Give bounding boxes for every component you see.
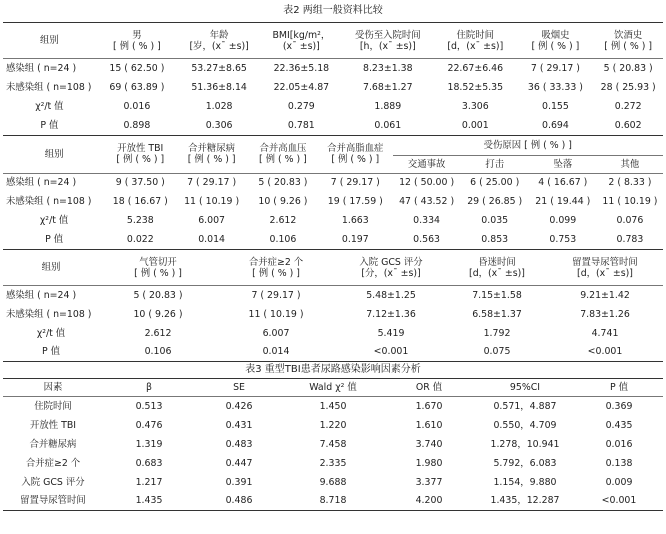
header-cell: 受伤至入院时间 [h，(x¯ ±s)]: [342, 23, 433, 59]
table-cell: 0.016: [605, 438, 633, 450]
table-cell: 0.009: [605, 476, 633, 488]
table-cell: 0.435: [605, 419, 633, 431]
header-cell: 男 [ 例 ( % ) ]: [96, 23, 178, 59]
header-cell: 合并症≥2 个 [ 例 ( % ) ]: [217, 250, 335, 286]
row-label: P 值: [41, 346, 60, 358]
header-cell: 年龄 [岁，(x¯ ±s)]: [178, 23, 260, 59]
table-cell: 10 ( 9.26 ): [133, 308, 183, 320]
table-cell: 7 ( 29.17 ): [251, 289, 301, 301]
table-cell: 0.061: [374, 119, 402, 131]
table-row: [3, 286, 663, 305]
table-cell: 0.369: [605, 400, 633, 412]
table-cell: 2.612: [269, 215, 297, 226]
header-cell: 气管切开 [ 例 ( % ) ]: [99, 250, 217, 286]
table3-caption: 表3 重型TBI患者尿路感染影响因素分析: [245, 364, 421, 375]
table-cell: 9 ( 37.50 ): [115, 177, 165, 189]
header-cell: 吸烟史 [ 例 ( % ) ]: [517, 23, 593, 59]
header-cell: 昏迷时间 [d，(x¯ ±s)]: [447, 250, 547, 286]
table-cell: 5.48±1.25: [366, 289, 416, 301]
table-cell: 19 ( 17.59 ): [327, 196, 383, 207]
table-row: [3, 492, 663, 511]
row-label: 感染组 ( n=24 ): [6, 177, 77, 189]
table-row: [3, 192, 663, 211]
header-cell: 合并高脂血症 [ 例 ( % ) ]: [318, 135, 393, 173]
table-cell: 7 ( 29.17 ): [530, 62, 580, 74]
table-row: [3, 454, 663, 473]
table-cell: 0.076: [616, 215, 644, 226]
table-cell: 5.238: [126, 215, 154, 226]
subheader-cell: 坠落: [529, 155, 597, 173]
table-cell: 11 ( 10.19 ): [248, 308, 304, 320]
table-cell: 7.15±1.58: [472, 289, 522, 301]
table-cell: 5 ( 20.83 ): [603, 62, 653, 74]
row-label: 感染组 ( n=24 ): [6, 62, 77, 74]
table-cell: 6.007: [262, 327, 290, 339]
table-cell: 7.83±1.26: [580, 308, 630, 320]
table-row: [3, 211, 663, 230]
table-cell: 1.220: [319, 419, 347, 431]
table3: [3, 378, 663, 511]
table-cell: 29 ( 26.85 ): [467, 196, 523, 207]
table-row: [3, 78, 663, 97]
table-cell: 0.431: [225, 419, 253, 431]
header-cell: P 值: [575, 379, 663, 397]
table-cell: 51.36±8.14: [191, 81, 247, 93]
table-cell: 28 ( 25.93 ): [600, 81, 656, 93]
table-cell: 0.483: [225, 438, 253, 450]
row-label: P 值: [40, 119, 59, 131]
table-cell: 10 ( 9.26 ): [258, 196, 308, 207]
header-cell: 合并高血压 [ 例 ( % ) ]: [248, 135, 318, 173]
table-cell: 9.688: [319, 476, 347, 488]
table-cell: <0.001: [587, 346, 623, 358]
table-cell: 18.52±5.35: [447, 81, 504, 93]
header-cell: 因素: [3, 379, 103, 397]
header-cell: 合并糖尿病 [ 例 ( % ) ]: [175, 135, 247, 173]
table-cell: 6.58±1.37: [472, 308, 522, 320]
table-cell: 69 ( 63.89 ): [109, 81, 165, 93]
table-cell: 11 ( 10.19 ): [184, 196, 240, 207]
table-cell: 1.435，12.287: [490, 495, 560, 507]
header-cell: 开放性 TBI [ 例 ( % ) ]: [105, 135, 175, 173]
table-cell: 0.099: [549, 215, 577, 226]
row-label: P 值: [45, 234, 64, 245]
table-cell: 5 ( 20.83 ): [258, 177, 308, 189]
table-cell: 0.016: [123, 100, 151, 112]
table-cell: <0.001: [373, 346, 409, 358]
table-cell: 0.550，4.709: [493, 419, 557, 431]
table-row: [3, 343, 663, 362]
row-label: χ²/t 值: [36, 327, 66, 339]
table-cell: 7.68±1.27: [362, 81, 413, 93]
table2-part1: [3, 22, 663, 135]
header-cell: 入院 GCS 评分 [分，(x¯ ±s)]: [335, 250, 447, 286]
header-cell: BMI[kg/m²， (x¯ ±s)]: [260, 23, 342, 59]
row-label: 未感染组 ( n=108 ): [6, 308, 92, 320]
table-cell: 7.12±1.36: [366, 308, 416, 320]
table2-part3: [3, 249, 663, 362]
table-cell: 0.155: [542, 100, 569, 112]
header-cell: OR 值: [383, 379, 475, 397]
header-cell: Wald χ² 值: [283, 379, 383, 397]
table-row: [3, 397, 663, 416]
table-cell: 2 ( 8.33 ): [608, 177, 652, 189]
table-cell: 11 ( 10.19 ): [602, 196, 658, 207]
table-cell: 0.075: [483, 346, 511, 358]
table-cell: 36 ( 33.33 ): [527, 81, 583, 93]
table-row: [3, 173, 663, 192]
table-cell: 4.741: [591, 327, 619, 339]
table-row: [3, 230, 663, 249]
table-cell: 0.334: [413, 215, 441, 226]
table-cell: 0.602: [614, 119, 642, 131]
table-cell: 3.377: [415, 476, 443, 488]
table-cell: 0.391: [225, 476, 253, 488]
table-cell: 0.306: [205, 119, 233, 131]
table-cell: 1.319: [135, 438, 163, 450]
row-label: 住院时间: [34, 400, 72, 412]
table-cell: 53.27±8.65: [191, 62, 247, 74]
table2-part3-header: [3, 250, 663, 286]
table-cell: 21 ( 19.44 ): [535, 196, 591, 207]
row-label: 合并症≥2 个: [25, 457, 81, 469]
table2-part2-header: [3, 135, 663, 155]
table-cell: 0.781: [287, 119, 315, 131]
table-cell: 0.001: [461, 119, 489, 131]
header-cell: 留置导尿管时间 [d，(x¯ ±s)]: [547, 250, 663, 286]
table-row: [3, 324, 663, 343]
table-cell: 3.306: [461, 100, 489, 112]
row-label: 未感染组 ( n=108 ): [6, 81, 92, 93]
table-cell: 1.792: [483, 327, 511, 339]
table-cell: 1.450: [319, 400, 347, 412]
table-cell: 0.279: [287, 100, 315, 112]
table-cell: 1.278，10.941: [490, 438, 560, 450]
table-row: [3, 473, 663, 492]
header-cell: SE: [195, 379, 283, 397]
table-cell: 7 ( 29.17 ): [187, 177, 237, 189]
table-row: [3, 116, 663, 135]
table-cell: 0.683: [135, 457, 163, 469]
table-cell: 22.36±5.18: [273, 62, 330, 74]
table2-part1-header: [3, 23, 663, 59]
row-label: 留置导尿管时间: [20, 495, 86, 507]
table-cell: 0.486: [225, 495, 253, 507]
table-cell: 5.792，6.083: [493, 457, 557, 469]
table2-caption: 表2 两组一般资料比较: [283, 5, 383, 16]
table-cell: 0.138: [605, 457, 633, 469]
table-cell: 0.476: [135, 419, 163, 431]
table-cell: 0.783: [616, 234, 644, 245]
table-cell: 1.435: [135, 495, 163, 507]
table-cell: 0.426: [225, 400, 253, 412]
table-cell: 22.67±6.46: [447, 62, 504, 74]
table-cell: 0.571，4.887: [493, 400, 557, 412]
header-cell: 组别: [3, 250, 99, 286]
table-cell: 8.718: [319, 495, 347, 507]
subheader-cell: 交通事故: [393, 155, 461, 173]
table-cell: 2.612: [144, 327, 172, 339]
table-cell: 15 ( 62.50 ): [109, 62, 165, 74]
header-cell: 住院时间 [d，(x¯ ±s)]: [433, 23, 517, 59]
table-cell: 4 ( 16.67 ): [538, 177, 588, 189]
header-cell: 95%CI: [475, 379, 575, 397]
row-label: 感染组 ( n=24 ): [6, 289, 77, 301]
table-cell: 1.670: [415, 400, 443, 412]
table-row: [3, 59, 663, 78]
row-label: 开放性 TBI: [29, 419, 77, 431]
header-cell: 组别: [3, 23, 96, 59]
row-label: χ²/t 值: [35, 100, 64, 112]
table-cell: 7 ( 29.17 ): [330, 177, 380, 189]
table-cell: 0.853: [481, 234, 509, 245]
table-cell: 0.197: [341, 234, 369, 245]
row-label: χ²/t 值: [39, 215, 69, 226]
table-cell: 0.014: [198, 234, 226, 245]
table-cell: 0.753: [549, 234, 577, 245]
table-cell: 0.513: [135, 400, 163, 412]
table-cell: 6.007: [198, 215, 226, 226]
table-cell: 5 ( 20.83 ): [133, 289, 183, 301]
table-cell: 4.200: [415, 495, 443, 507]
row-label: 合并糖尿病: [29, 438, 77, 450]
table-row: [3, 416, 663, 435]
table-cell: 0.898: [123, 119, 151, 131]
table-cell: 18 ( 16.67 ): [112, 196, 168, 207]
table-row: [3, 97, 663, 116]
subheader-cell: 打击: [461, 155, 529, 173]
table-cell: 0.106: [269, 234, 297, 245]
table-cell: 0.447: [225, 457, 253, 469]
table2-part2: [3, 135, 663, 250]
table-cell: 0.563: [413, 234, 441, 245]
row-label: 入院 GCS 评分: [21, 476, 85, 488]
table-cell: 5.419: [377, 327, 405, 339]
table-cell: 0.106: [144, 346, 172, 358]
table-cell: 0.694: [542, 119, 569, 131]
table-row: [3, 305, 663, 324]
subheader-cell: 其他: [597, 155, 663, 173]
table-cell: 6 ( 25.00 ): [470, 177, 520, 189]
table3-header: [3, 379, 663, 397]
table-cell: 1.889: [374, 100, 402, 112]
table-cell: 0.014: [262, 346, 290, 358]
table-cell: 0.022: [126, 234, 154, 245]
header-cell-injury-cause: 受伤原因 [ 例 ( % ) ]: [393, 135, 663, 155]
table-cell: 7.458: [319, 438, 347, 450]
header-cell: 组别: [3, 135, 105, 173]
table-cell: 1.154，9.880: [493, 476, 557, 488]
table-cell: 9.21±1.42: [580, 289, 630, 301]
table-cell: <0.001: [601, 495, 637, 507]
table-cell: 0.272: [614, 100, 642, 112]
table-cell: 1.663: [341, 215, 369, 226]
header-cell: β: [103, 379, 195, 397]
table-cell: 3.740: [415, 438, 443, 450]
row-label: 未感染组 ( n=108 ): [6, 196, 92, 207]
table-row: [3, 435, 663, 454]
table-cell: 1.028: [205, 100, 233, 112]
table-cell: 1.217: [135, 476, 163, 488]
table-cell: 12 ( 50.00 ): [399, 177, 455, 189]
table-cell: 8.23±1.38: [362, 62, 413, 74]
table-cell: 2.335: [319, 457, 347, 469]
table-cell: 1.980: [415, 457, 443, 469]
table-cell: 22.05±4.87: [273, 81, 330, 93]
table-cell: 0.035: [481, 215, 509, 226]
header-cell: 饮酒史 [ 例 ( % ) ]: [593, 23, 663, 59]
table-cell: 47 ( 43.52 ): [399, 196, 455, 207]
table-cell: 1.610: [415, 419, 443, 431]
